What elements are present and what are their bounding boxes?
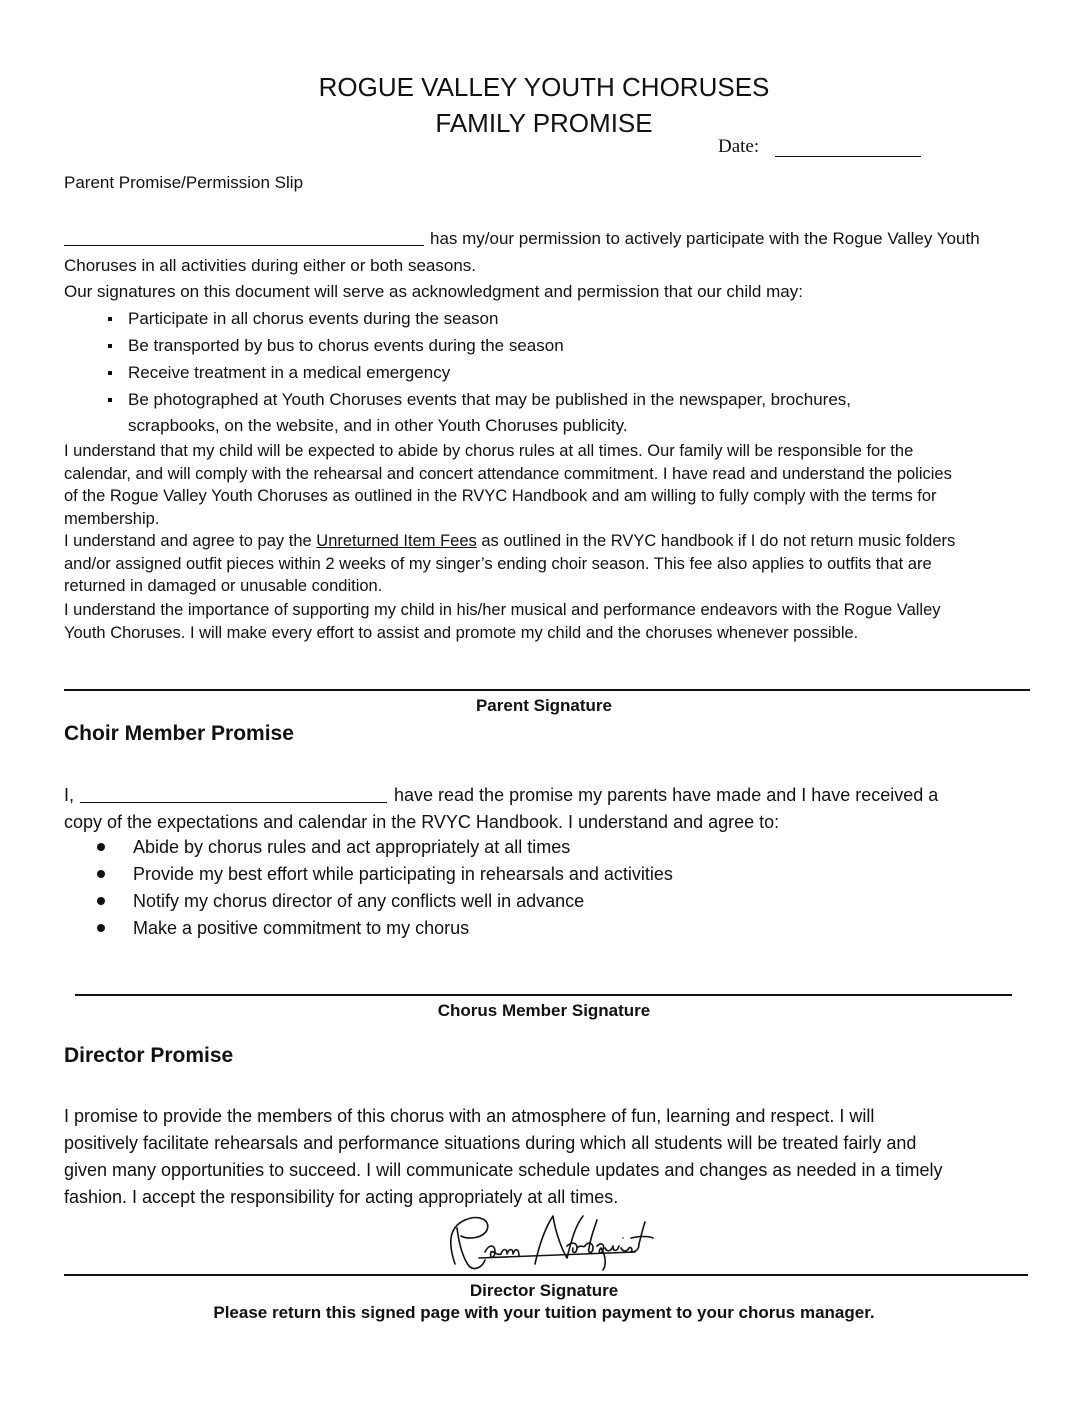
parent-section-heading: Parent Promise/Permission Slip bbox=[64, 173, 304, 192]
choir-section-heading: Choir Member Promise bbox=[64, 722, 294, 745]
bullet-marker bbox=[97, 897, 105, 905]
bullet-marker bbox=[108, 317, 112, 321]
parent-paragraph-1 bbox=[64, 440, 1044, 530]
paragraph-line: I understand the importance of supporting my child in his/her musical and performance endeavors with the Rogue Valley bbox=[64, 601, 941, 619]
choir-bullet-1: Abide by chorus rules and act appropriately at all times bbox=[133, 837, 571, 857]
chorus-member-signature-label: Chorus Member Signature bbox=[437, 1001, 651, 1020]
bullet-marker bbox=[97, 924, 105, 932]
director-section-heading: Director Promise bbox=[64, 1044, 234, 1067]
chorus-member-signature-line[interactable] bbox=[75, 994, 1012, 996]
paragraph-line: calendar, and will comply with the rehearsal and concert attendance commitment. I have read and understand the policies bbox=[64, 464, 952, 483]
paragraph-line bbox=[64, 530, 1044, 553]
choir-bullet-3: Notify my chorus director of any conflicts well in advance bbox=[133, 891, 585, 911]
director-handwritten-signature bbox=[435, 1206, 655, 1276]
child-name-field[interactable] bbox=[64, 245, 424, 246]
return-instructions: Please return this signed page with your tuition payment to your chorus manager. bbox=[213, 1303, 875, 1322]
parent-bullet-4: Be photographed at Youth Choruses events that may be published in the newspaper, brochures, bbox=[128, 390, 851, 409]
permission-line2: Choruses in all activities during either or both seasons. bbox=[64, 256, 476, 275]
parent-paragraph-3 bbox=[64, 599, 1044, 644]
paragraph-line: of the Rogue Valley Youth Choruses as outlined in the RVYC Handbook and am willing to fully comply with the terms for bbox=[64, 487, 937, 505]
parent-bullet-2: Be transported by bus to chorus events during the season bbox=[128, 336, 564, 355]
parent-signature-line[interactable] bbox=[64, 689, 1030, 691]
paragraph-line: returned in damaged or unusable condition. bbox=[64, 577, 383, 595]
choir-intro-prefix: I, bbox=[64, 785, 75, 805]
unreturned-item-fees-link: Unreturned Item Fees bbox=[316, 532, 477, 550]
bullet-marker bbox=[97, 843, 105, 851]
bullet-marker bbox=[108, 371, 112, 375]
permission-line1: has my/our permission to actively participate with the Rogue Valley Youth bbox=[430, 229, 980, 248]
paragraph-line: I understand that my child will be expected to abide by chorus rules at all times. Our family will be responsible for the bbox=[64, 442, 914, 460]
director-signature-line[interactable] bbox=[64, 1274, 1028, 1276]
director-paragraph bbox=[64, 1103, 1054, 1211]
paragraph-line: membership. bbox=[64, 509, 160, 528]
choir-bullet-2: Provide my best effort while participating in rehearsals and activities bbox=[133, 864, 673, 884]
date-label: Date: bbox=[718, 136, 760, 157]
bullet-marker bbox=[108, 398, 112, 402]
document-title-line1: ROGUE VALLEY YOUTH CHORUSES bbox=[318, 72, 770, 102]
paragraph-line: fashion. I accept the responsibility for acting appropriately at all times. bbox=[64, 1187, 619, 1207]
choir-intro-line2: copy of the expectations and calendar in the RVYC Handbook. I understand and agree to: bbox=[64, 812, 780, 832]
paragraph-line: given many opportunities to succeed. I will communicate schedule updates and changes as needed in a timely bbox=[64, 1160, 943, 1180]
paragraph-text: as outlined in the RVYC handbook if I do not return music folders bbox=[476, 532, 956, 550]
parent-paragraph-2 bbox=[64, 530, 1044, 598]
director-signature-label: Director Signature bbox=[469, 1281, 619, 1300]
parent-signature-label: Parent Signature bbox=[475, 696, 613, 715]
choir-member-name-field[interactable] bbox=[80, 802, 387, 803]
bullet-marker bbox=[97, 870, 105, 878]
acknowledgment-line: Our signatures on this document will serve as acknowledgment and permission that our child may: bbox=[64, 282, 803, 301]
choir-bullet-4: Make a positive commitment to my chorus bbox=[133, 918, 470, 938]
paragraph-text: I understand and agree to pay the bbox=[64, 532, 317, 550]
paragraph-line: I promise to provide the members of this chorus with an atmosphere of fun, learning and respect. I will bbox=[64, 1106, 875, 1126]
date-field[interactable] bbox=[775, 156, 921, 157]
paragraph-line: positively facilitate rehearsals and performance situations during which all students will be treated fairly and bbox=[64, 1133, 917, 1153]
choir-intro-suffix: have read the promise my parents have made and I have received a bbox=[394, 785, 939, 805]
document-title-line2: FAMILY PROMISE bbox=[435, 108, 653, 138]
parent-bullet-1: Participate in all chorus events during the season bbox=[128, 309, 499, 328]
paragraph-line: Youth Choruses. I will make every effort to assist and promote my child and the choruses whenever possible. bbox=[64, 623, 859, 642]
parent-bullet-3: Receive treatment in a medical emergency bbox=[128, 363, 451, 382]
paragraph-line: and/or assigned outfit pieces within 2 weeks of my singer’s ending choir season. This fee also applies to outfits that are bbox=[64, 554, 932, 573]
bullet-marker bbox=[108, 344, 112, 348]
parent-bullet-4-continued: scrapbooks, on the website, and in other Youth Choruses publicity. bbox=[128, 416, 628, 435]
